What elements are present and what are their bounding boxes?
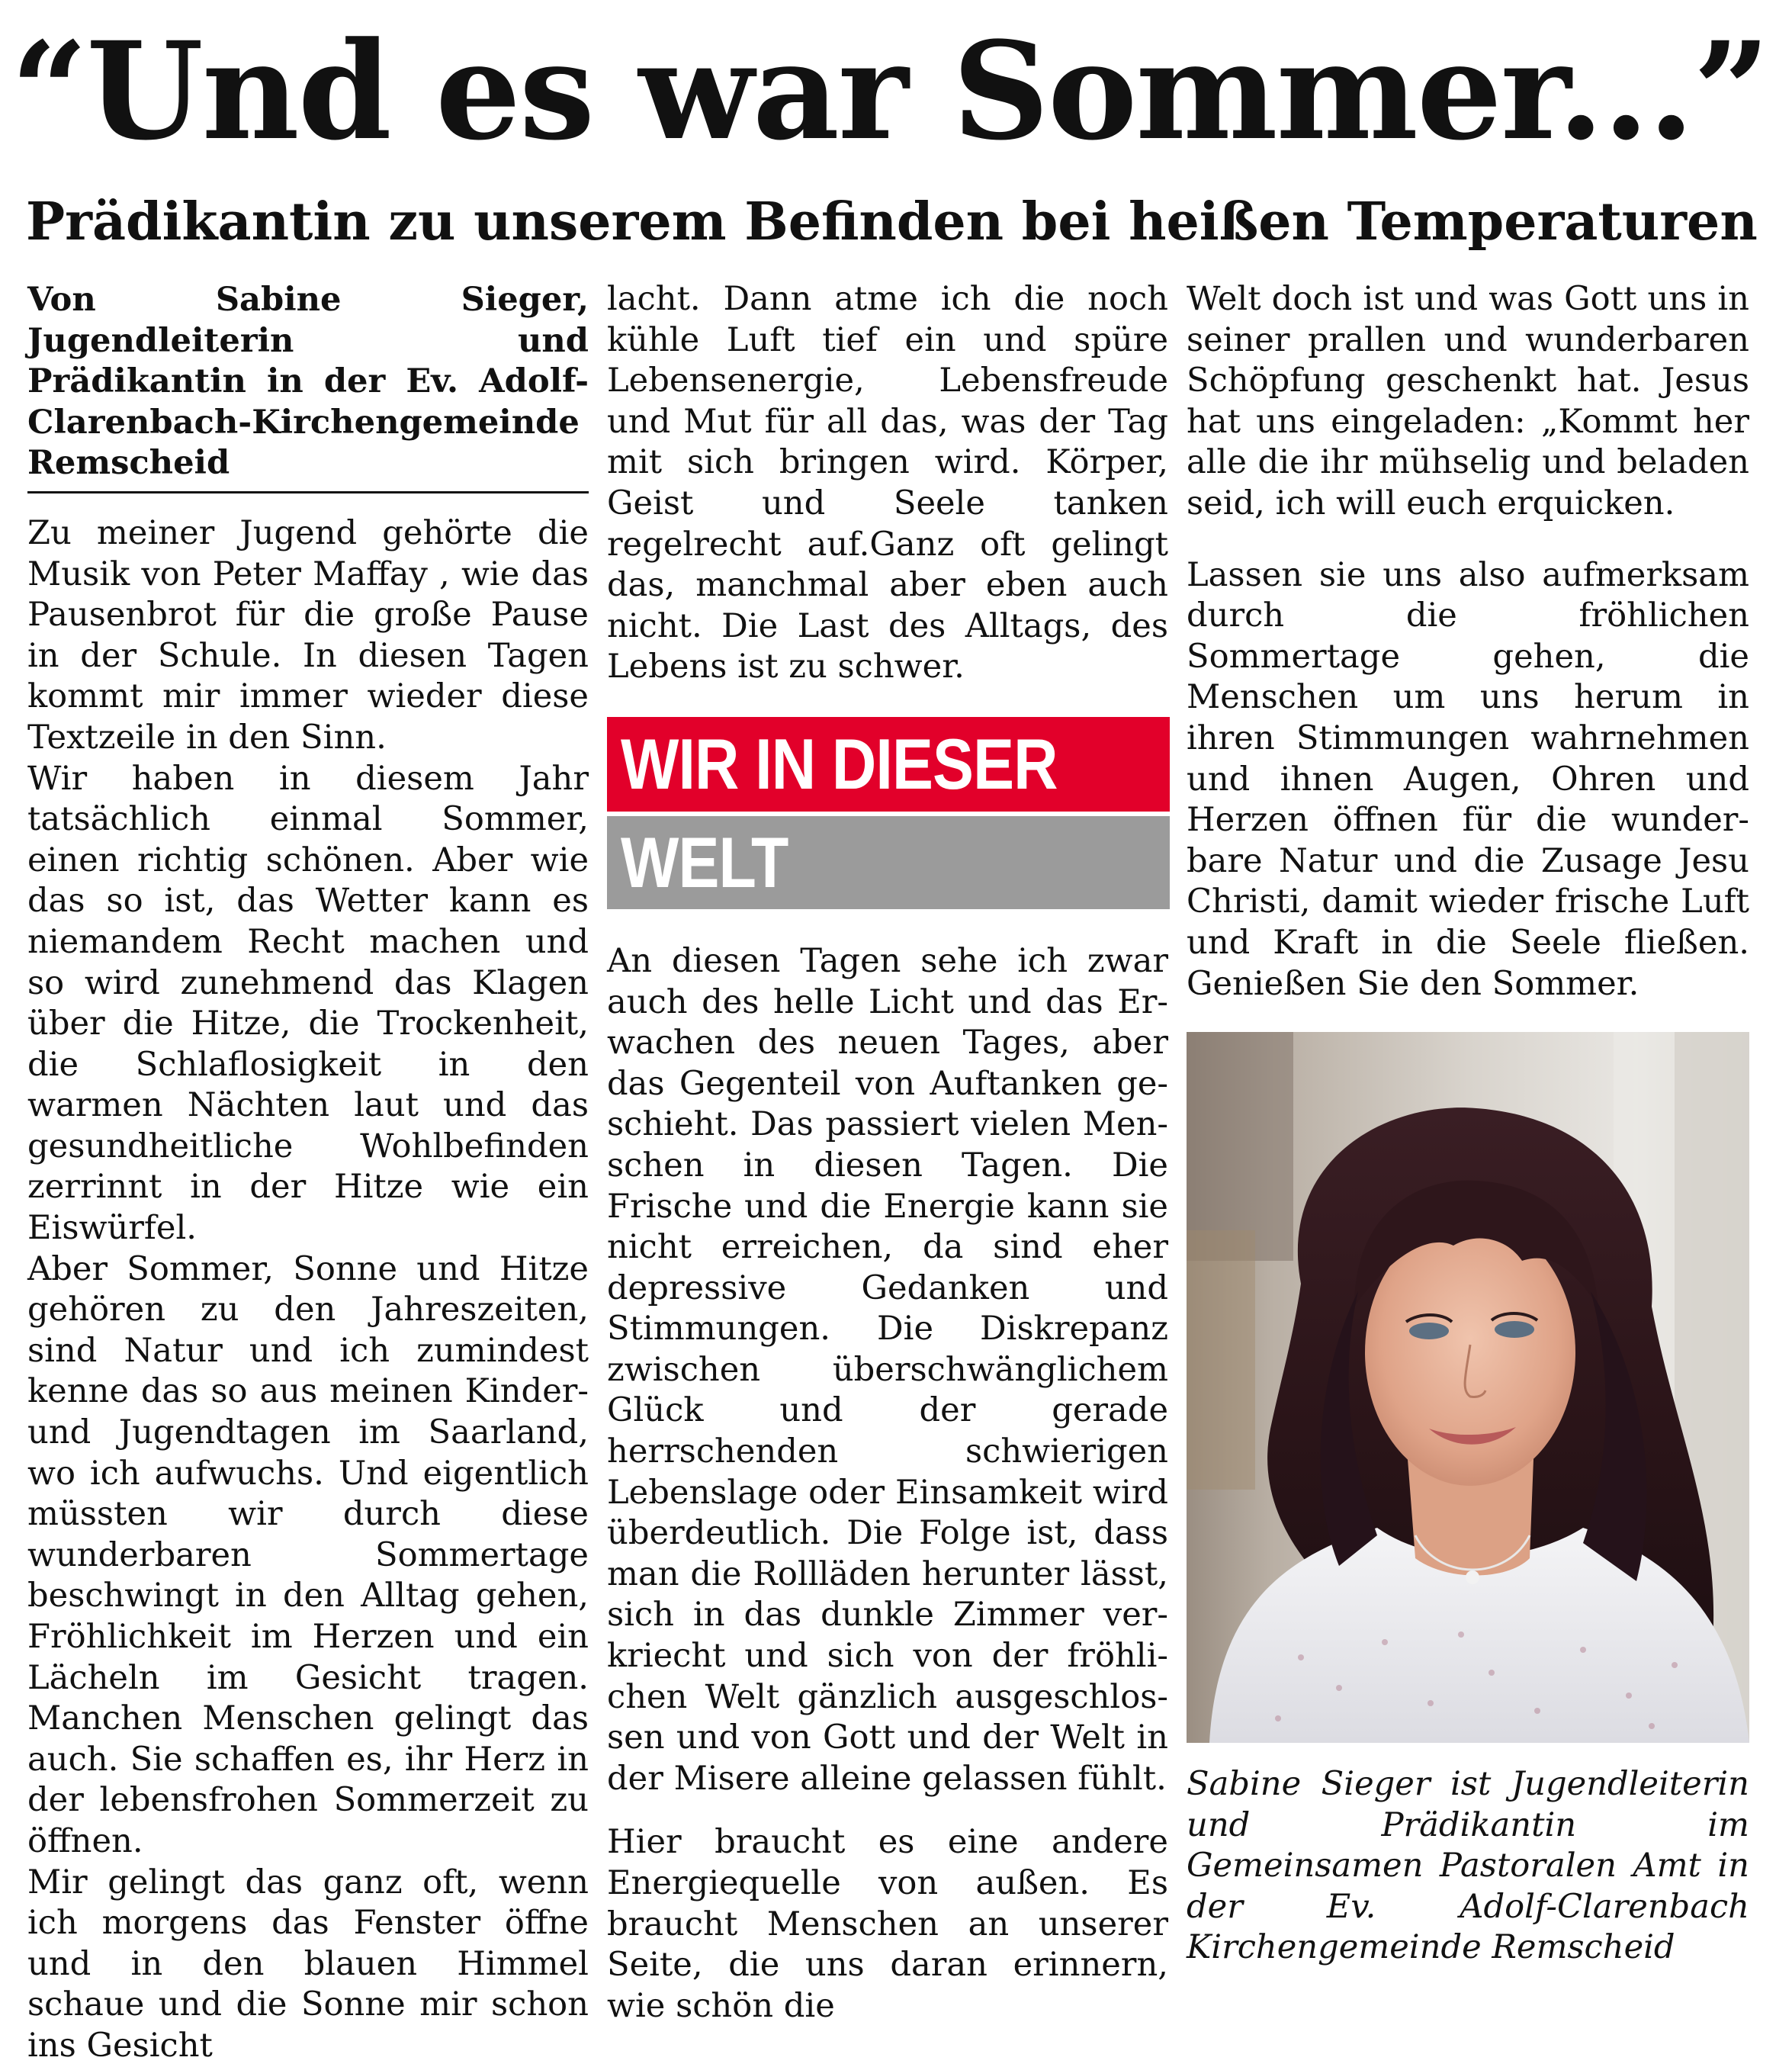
section-logo [607, 717, 1170, 909]
byline: Von Sabine Sieger, Jugendleiterin und Prädikantin in der Ev. Adolf-Clarenbach-Kirchengemeinde Remscheid [27, 280, 589, 483]
logo-line-2: WELT [621, 821, 788, 902]
photo-caption: Sabine Sieger ist Jugendleiterin und Prädikantin im Gemeinsamen Pastoralen Amt in der Ev. Adolf-Clarenbach Kirchengemeinde Remscheid [1187, 1765, 1749, 1967]
paragraph: Aber Sommer, Sonne und Hitze gehören zu den Jahreszeiten, sind Natur und ich zumindest kenne das so aus meinen Kinder- und Jugendtagen im Saarland, wo ich aufwuchs. Und eigentlich müssten wir durch diese wunderbaren Sommertage beschwingt in den Alltag gehen, Fröhlichkeit im Herzen und ein Lächeln im Gesicht tragen. Manchen Menschen gelingt das auch. Sie schaffen es, ihr Herz in der lebensfrohen Sommerzeit zu öffnen. [27, 1249, 589, 1860]
logo-red-bar [607, 717, 1170, 812]
column-1 [27, 279, 589, 2065]
portrait-image [1187, 1032, 1749, 1743]
logo-grey-bar [607, 816, 1170, 909]
column-2 [607, 279, 1168, 2025]
paragraph: Hier braucht es eine andere Energiequelle von außen. Es braucht Menschen an unserer Seite, die uns daran erinnern, wie schön die [607, 1823, 1168, 2025]
paragraph: Wir haben in diesem Jahr tatsächlich einmal Sommer, einen richtig schönen. Aber wie das so ist, das Wetter kann es niemandem Recht machen und so wird zunehmend das Klagen über die Hitze, die Trockenheit, die Schlaflosigkeit in den warmen Nächten laut und das gesundheitliche Wohlbefinden zerrinnt in der Hitze wie ein Eiswürfel. [27, 759, 589, 1248]
paragraph: lacht. Dann atme ich die noch kühle Luft tief ein und spüre Lebensenergie, Lebensfreude und Mut für all das, was der Tag mit sich bringen wird. Körper, Geist und Seele tanken regelrecht auf.Ganz oft gelingt das, manchmal aber eben auch nicht. Die Last des Alltags, des Lebens ist zu schwer. [607, 280, 1168, 686]
paragraph: Lassen sie uns also aufmerksam durch die fröhlichen Sommertage gehen, die Menschen um uns herum in ihren Stimmungen wahrnehmen und ihnen Augen, Ohren und Herzen öffnen für die wunderbare Natur und die Zusage Jesu Christi, damit wieder frische Luft und Kraft in die Seele fließen. Genießen Sie den Sommer. [1187, 555, 1749, 1003]
paragraph: Mir gelingt das ganz oft, wenn ich morgens das Fenster öffne und in den blauen Himmel schaue und die Sonne mir schon ins Gesicht [27, 1863, 589, 2065]
column-3 [1187, 279, 1749, 1967]
byline-divider [27, 491, 589, 493]
paragraph: An diesen Tagen sehe ich zwar auch des helle Licht und das Erwachen des neuen Tages, aber das Gegenteil von Auftanken geschieht. Das passiert vielen Menschen in diesen Tagen. Die Frische und die Energie kann sie nicht erreichen, da sind eher depressive Gedanken und Stimmungen. Die Diskrepanz zwischen überschwänglichem Glück und der gerade herrschenden schwierigen Lebenslage oder Einsamkeit wird überdeutlich. Die Folge ist, dass man die Rollläden herunter lässt, sich in das dunkle Zimmer verkriecht und sich von der fröhlichen Welt gänzlich ausgeschlossen und von Gott und der Welt in der Misere alleine gelassen fühlt. [607, 941, 1168, 1798]
logo-line-1: WIR IN DIESER [621, 723, 1058, 804]
author-photo [1187, 1032, 1749, 1743]
paragraph: Zu meiner Jugend gehörte die Musik von Peter Maffay , wie das Pausenbrot für die große Pause in der Schule. In diesen Tagen kommt mir immer wieder diese Textzeile in den Sinn. [27, 513, 589, 757]
paragraph: Welt doch ist und was Gott uns in seiner prallen und wunderbaren Schöpfung geschenkt hat. Jesus hat uns eingeladen: „Kommt her alle die ihr mühselig und beladen seid, ich will euch erquicken. [1187, 280, 1749, 522]
subheadline: Prädikantin zu unserem Befinden bei heißen Temperaturen [26, 191, 1758, 252]
headline: “Und es war Sommer...” [11, 12, 1769, 170]
